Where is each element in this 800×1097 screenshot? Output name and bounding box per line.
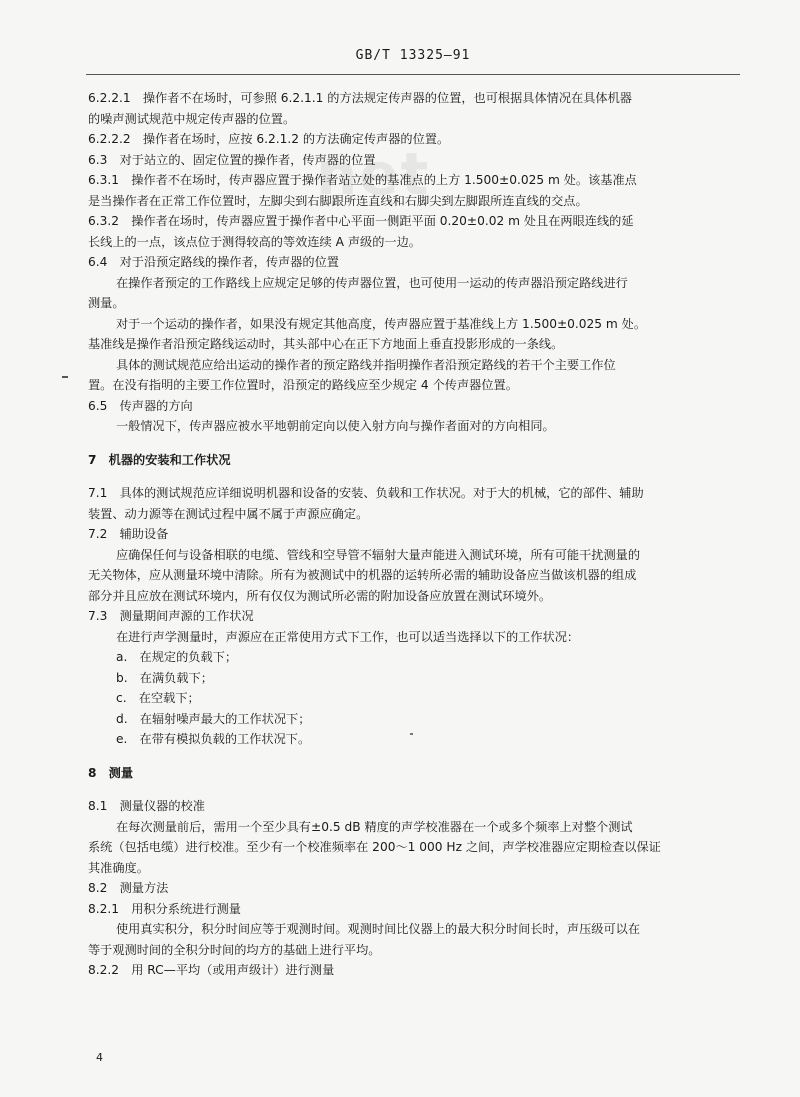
text-line: 8.2.1 用积分系统进行测量	[88, 901, 241, 916]
text-line: 6.3.1 操作者不在场时，传声器应置于操作者站立处的基准点的上方 1.500±0.025 m 处。该基准点	[88, 173, 637, 187]
watermark: net	[316, 140, 431, 208]
text-line: 8 测量	[88, 765, 134, 780]
text-line: 置。在没有指明的主要工作位置时，沿预定的路线应至少规定 4 个传声器位置。	[88, 378, 518, 392]
text-line: 装置、动力源等在测试过程中属不属于声源应确定。	[88, 506, 369, 521]
text-line: 无关物体，应从测量环境中清除。所有为被测试中的机器的运转所必需的辅助设备应当做该机器的组成	[88, 568, 637, 582]
text-line: a. 在规定的负载下；	[116, 650, 238, 664]
paragraph-gap	[88, 750, 740, 763]
text-line: 6.2.2.1 操作者不在场时，可参照 6.2.1.1 的方法规定传声器的位置，也可根据具体情况在具体机器	[88, 91, 632, 105]
text-line: 等于观测时间的全积分时间的均方的基础上进行平均。	[88, 942, 381, 957]
text-line: 其准确度。	[88, 860, 149, 875]
text-line: 的噪声测试规范中规定传声器的位置。	[88, 111, 296, 126]
text-line: 测量。	[88, 296, 125, 310]
document-body	[88, 88, 740, 981]
text-line: 部分并且应放在测试环境内，所有仅仅为测试所必需的附加设备应放置在测试环境外。	[88, 588, 552, 603]
text-line: c. 在空载下；	[116, 691, 200, 705]
text-line: 7.3 测量期间声源的工作状况	[88, 609, 254, 623]
paragraph-gap	[88, 437, 740, 450]
paragraph-gap	[88, 470, 740, 483]
text-line: 在每次测量前后，需用一个至少具有±0.5 dB 精度的声学校准器在一个或多个频率上对整个测试	[116, 819, 633, 834]
text-line: 6.2.2.2 操作者在场时，应按 6.2.1.2 的方法确定传声器的位置。	[88, 132, 450, 146]
text-line: 一般情况下，传声器应被水平地朝前定向以使入射方向与操作者面对的方向相同。	[116, 419, 555, 433]
text-line: 6.5 传声器的方向	[88, 398, 193, 413]
text-line: e. 在带有模拟负载的工作状况下。	[116, 732, 311, 746]
page-header	[86, 44, 740, 75]
page-number: 4	[96, 1051, 103, 1064]
text-line: 6.4 对于沿预定路线的操作者，传声器的位置	[88, 255, 339, 269]
text-line: 具体的测试规范应给出运动的操作者的预定路线并指明操作者沿预定路线的若干个主要工作位	[116, 357, 616, 372]
text-line: 在操作者预定的工作路线上应规定足够的传声器位置，也可使用一运动的传声器沿预定路线进行	[116, 275, 628, 290]
text-line: 使用真实积分，积分时间应等于观测时间。观测时间比仪器上的最大积分时间长时，声压级可以在	[116, 922, 641, 936]
standard-code: GB/T 13325—91	[355, 48, 471, 63]
text-line: 系统（包括电缆）进行校准。至少有一个校准频率在 200～1 000 Hz 之间，声学校准器应定期检查以保证	[88, 840, 661, 854]
text-line: 是当操作者在正常工作位置时，左脚尖到右脚跟所连直线和右脚尖到左脚跟所连直线的交点。	[88, 193, 588, 208]
text-line: 在进行声学测量时，声源应在正常使用方式下工作，也可以适当选择以下的工作状况：	[116, 629, 580, 644]
text-line: 基准线是操作者沿预定路线运动时，其头部中心在正下方地面上垂直投影形成的一条线。	[88, 337, 564, 351]
text-line: 7.2 辅助设备	[88, 527, 169, 541]
text-line: 8.2.2 用 RC—平均（或用声级计）进行测量	[88, 963, 335, 977]
text-line: d. 在辐射噪声最大的工作状况下；	[116, 711, 311, 726]
text-line: 7.1 具体的测试规范应详细说明机器和设备的安装、负载和工作状况。对于大的机械，它的部件、辅助	[88, 486, 644, 500]
text-line: 6.3.2 操作者在场时，传声器应置于操作者中心平面一侧距平面 0.20±0.02 m 处且在两眼连线的延	[88, 214, 634, 228]
paragraph-gap	[88, 783, 740, 796]
margin-mark	[62, 376, 68, 378]
text-line: 对于一个运动的操作者，如果没有规定其他高度，传声器应置于基准线上方 1.500±0.025 m 处。	[116, 316, 647, 331]
text-line: 长线上的一点，该点位于测得较高的等效连续 A 声级的一边。	[88, 234, 421, 249]
text-line: b. 在满负载下；	[116, 670, 213, 685]
text-line: 6.3 对于站立的、固定位置的操作者，传声器的位置	[88, 152, 376, 167]
text-line: 8.2 测量方法	[88, 881, 169, 895]
text-line: 应确保任何与设备相联的电缆、管线和空导管不辐射大量声能进入测试环境，所有可能干扰测量的	[116, 547, 641, 562]
text-line: 8.1 测量仪器的校准	[88, 799, 205, 813]
text-line: 7 机器的安装和工作状况	[88, 452, 231, 467]
